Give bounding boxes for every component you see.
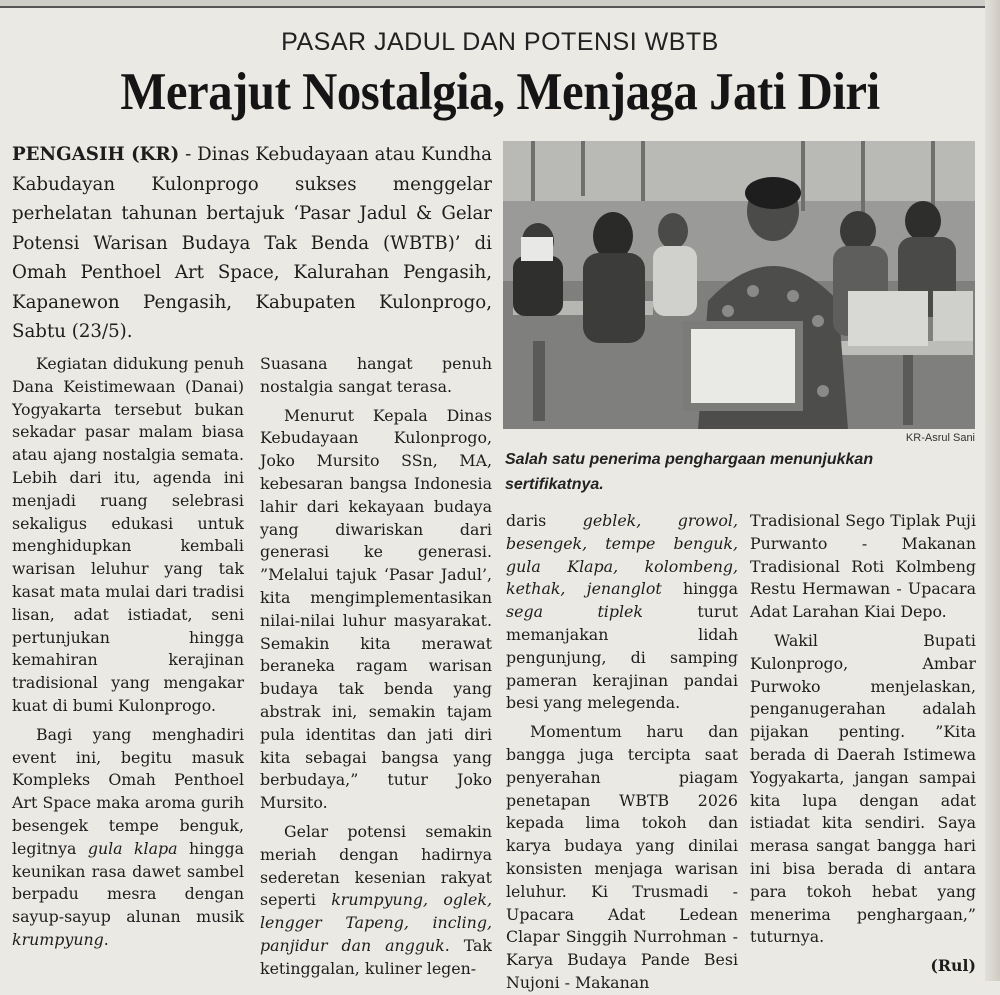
text-run: Bagi yang menghadiri event ini, begitu masuk Kompleks Omah Penthoel Art Space maka aroma gurih besengek tempe benguk, legitnya [12,724,244,858]
photo-credit: KR-Asrul Sani [905,432,975,444]
photo-illustration [503,141,975,429]
paragraph [260,821,492,981]
article-headline: Merajut Nostalgia, Menjaga Jati Diri [120,63,880,121]
article-photo [503,141,975,429]
column-3 [506,510,738,995]
text-run: daris [506,511,583,530]
paragraph: Suasana hangat penuh nostalgia sangat terasa. [260,354,492,396]
dateline: PENGASIH (KR) [12,144,180,165]
text-run: turut memanjakan lidah pengunjung, di samping pameran kerajinan pandai besi yang melegenda. [506,602,738,713]
paragraph: Momentum haru dan bangga juga tercipta saat penyerahan piagam penetapan WBTB 2026 kepada lima tokoh dan karya budaya yang dinilai konsisten menjaga warisan leluhur. Ki Trusmadi - Upacara Adat Ledean Clapar Singgih Nurrohman - Karya Budaya Pande Besi Nujoni - Makanan [506,722,738,992]
top-rule [0,0,1000,8]
paragraph: Wakil Bupati Kulonprogo, Ambar Purwoko menjelaskan, penganugerahan adalah pijakan penting. ”Kita berada di Daerah Istimewa Yogyakarta, jangan sampai kita lupa dengan adat istiadat kita sendiri. Saya merasa sangat bangga hari ini bisa berada di antara para tokoh hebat yang menerima penghargaan,” tuturnya. [750,630,976,947]
photo-caption: Salah satu penerima penghargaan menunjukkan sertifikatnya. [505,451,874,493]
author-signoff: (Rul) [930,956,976,976]
column-1 [12,353,244,952]
text-run: . [103,929,109,949]
paragraph [12,724,244,952]
page-edge [985,0,1000,981]
column-2 [260,353,492,981]
paragraph [506,510,738,715]
italic-term: krumpyung [12,929,104,949]
italic-term: krumpyung, oglek, lengger Tapeng, incling, panjidur dan angguk [260,890,493,955]
italic-term: geblek, growol, besengek, tempe benguk, gula Klapa, kolombeng, kethak, jenanglot [506,511,739,599]
text-run: hingga keunikan rasa dawet sambel berpadu mesra dengan sayup-sayup alunan musik [12,838,244,927]
lead-text: - Dinas Kebudayaan atau Kundha Kabudayan Kulonprogo sukses menggelar perhelatan tahunan bertajuk ‘Pasar Jadul & Gelar Potensi Warisan Budaya Tak Benda (WBTB)’ di Omah Penthoel Art Space, Kalurahan Pengasih, Kapanewon Pengasih, Kabupaten Kulonprogo, Sabtu (23/5). [12,144,492,342]
paragraph: Kegiatan didukung penuh Dana Keistimewaan (Danai) Yogyakarta tersebut bukan sekadar pasar malam biasa atau ajang nostalgia semata. Lebih dari itu, agenda ini menjadi ruang selebrasi sekaligus edukasi untuk menghidupkan kembali warisan leluhur yang tak kasat mata mulai dari tradisi lisan, adat istiadat, seni pertunjukan hingga kemahiran kerajinan tradisional yang mengakar kuat di bumi Kulonprogo. [12,354,244,715]
paragraph: Menurut Kepala Dinas Kebudayaan Kulonprogo, Joko Mursito SSn, MA, kebesaran bangsa Indonesia lahir dari kekayaan budaya yang diwariskan dari generasi ke generasi. ”Melalui tajuk ‘Pasar Jadul’, kita mengimplementasikan nilai-nilai luhur masyarakat. Semakin kita merawat beraneka ragam warisan budaya tak benda yang abstrak ini, semakin tajam pula identitas dan jati diri kita sebagai bangsa yang berbudaya,” tutur Joko Mursito. [260,405,492,813]
text-run: Gelar potensi semakin meriah dengan hadirnya sederetan kesenian rakyat seperti [260,821,492,910]
column-4 [750,510,976,978]
text-run: . Tak ketinggalan, kuliner legen- [260,935,492,978]
paragraph: Tradisional Sego Tiplak Puji Purwanto - Makanan Tradisional Roti Kolmbeng Restu Hermawan - Upacara Adat Larahan Kiai Depo. [750,511,976,622]
article-kicker: PASAR JADUL DAN POTENSI WBTB [281,28,719,56]
italic-term: gula klapa [87,838,178,858]
italic-term: sega tiplek [506,602,643,622]
article-lead [12,140,492,347]
text-run: hingga [661,579,738,599]
